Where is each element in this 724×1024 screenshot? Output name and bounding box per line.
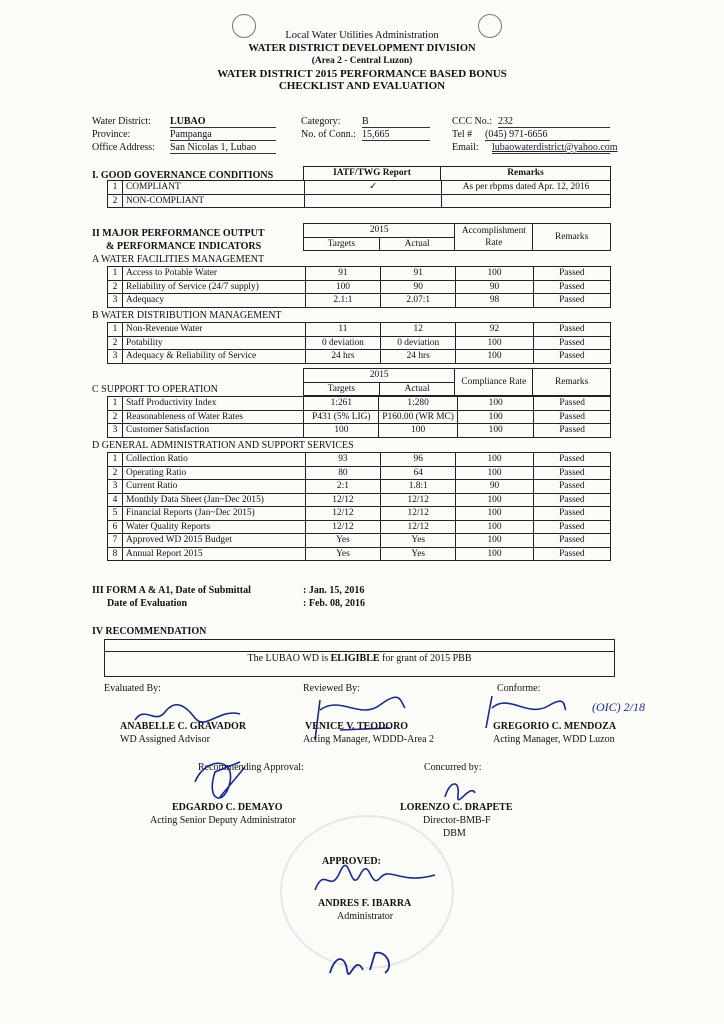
recommendation-text <box>105 653 614 664</box>
row-label: Annual Report 2015 <box>123 547 306 561</box>
table-row <box>108 323 611 337</box>
row-target: 100 <box>305 280 380 294</box>
row-remarks: Passed <box>533 466 610 480</box>
group-a-table <box>107 266 611 308</box>
row-number: 5 <box>108 507 123 521</box>
table-row <box>108 466 611 480</box>
initials-mark <box>325 945 415 980</box>
group-c-table <box>107 396 611 438</box>
row-label: NON-COMPLIANT <box>123 194 305 208</box>
table-row <box>108 547 611 561</box>
row-number: 3 <box>108 350 123 364</box>
evaluated-by-label: Evaluated By: <box>104 683 161 694</box>
doc-title-1: WATER DISTRICT 2015 PERFORMANCE BASED BONUS <box>217 67 507 80</box>
row-actual: 12/12 <box>381 507 456 521</box>
signatory-4-name: EDGARDO C. DEMAYO <box>172 802 283 813</box>
ccc-value: 232 <box>498 116 610 128</box>
group-d-title: D GENERAL ADMINISTRATION AND SUPPORT SERVICES <box>92 440 354 451</box>
eligibility-status: ELIGIBLE <box>330 653 380 664</box>
row-rate: 100 <box>456 493 533 507</box>
table-row <box>108 507 611 521</box>
row-number: 4 <box>108 493 123 507</box>
row-rate: 100 <box>456 520 533 534</box>
signature-ibarra <box>310 860 440 900</box>
row-label: Non-Revenue Water <box>123 323 306 337</box>
group-c-title: C SUPPORT TO OPERATION <box>92 384 218 395</box>
row-remarks: Passed <box>534 424 611 438</box>
row-number: 1 <box>108 323 123 337</box>
row-number: 2 <box>108 194 123 208</box>
table-row <box>108 294 611 308</box>
row-number: 6 <box>108 520 123 534</box>
group-d-table <box>107 452 611 561</box>
col-iatf-report: IATF/TWG Report <box>304 167 441 181</box>
connections-value: 15,665 <box>362 129 430 141</box>
concurred-by-label: Concurred by: <box>424 762 482 773</box>
doc-title-2: CHECKLIST AND EVALUATION <box>278 80 446 92</box>
checkmark-icon: ✓ <box>305 181 442 195</box>
row-rate: 100 <box>456 547 533 561</box>
row-target: 12/12 <box>305 507 380 521</box>
rec-text-pre: The LUBAO WD is <box>247 653 331 664</box>
signatory-2-title: Acting Manager, WDDD-Area 2 <box>303 734 435 745</box>
row-actual: 1:280 <box>379 397 458 411</box>
reviewed-by-label: Reviewed By: <box>303 683 360 694</box>
row-actual: 0 deviation <box>381 336 456 350</box>
row-actual: 96 <box>381 453 456 467</box>
row-remarks: Passed <box>534 410 611 424</box>
division-name: WATER DISTRICT DEVELOPMENT DIVISION <box>248 42 476 54</box>
row-actual: Yes <box>381 547 456 561</box>
row-number: 2 <box>108 280 123 294</box>
row-number: 3 <box>108 294 123 308</box>
handwritten-note: (OIC) 2/18 <box>592 700 645 714</box>
row-number: 3 <box>108 424 123 438</box>
row-rate: 98 <box>456 294 533 308</box>
province-value: Pampanga <box>170 129 276 141</box>
email-label: Email: <box>452 142 479 153</box>
row-remarks: Passed <box>534 397 611 411</box>
row-actual: 1.8:1 <box>381 480 456 494</box>
row-remarks: Passed <box>533 493 610 507</box>
row-label: Customer Satisfaction <box>122 424 303 438</box>
table-row <box>108 397 611 411</box>
row-rate: 92 <box>456 323 533 337</box>
row-target: 80 <box>305 466 380 480</box>
evaluation-date: : Feb. 08, 2016 <box>303 598 365 609</box>
signatory-3-name: GREGORIO C. MENDOZA <box>493 721 617 732</box>
col-targets: Targets <box>304 237 380 251</box>
table-row <box>108 520 611 534</box>
row-number: 2 <box>108 336 123 350</box>
row-rate: 100 <box>456 336 533 350</box>
col-remarks: Remarks <box>441 167 611 181</box>
row-remarks: Passed <box>533 294 610 308</box>
row-label: COMPLIANT <box>123 181 305 195</box>
signatory-6-name: ANDRES F. IBARRA <box>318 898 412 909</box>
row-remarks: Passed <box>533 280 610 294</box>
signatory-1-name: ANABELLE C. GRAVADOR <box>120 721 247 732</box>
row-remarks: Passed <box>533 453 610 467</box>
row-rate: 100 <box>456 507 533 521</box>
table-row <box>108 493 611 507</box>
recommendation-title: IV RECOMMENDATION <box>92 626 207 637</box>
row-rate: 90 <box>456 280 533 294</box>
year-header: 2015 <box>304 224 455 238</box>
col-compliance-rate: Compliance Rate <box>455 369 533 396</box>
area-name: (Area 2 - Central Luzon) <box>311 56 413 66</box>
province-label: Province: <box>92 129 131 140</box>
signatory-5-name: LORENZO C. DRAPETE <box>400 802 513 813</box>
col-rate-label-2: Rate <box>485 238 503 248</box>
row-remarks: Passed <box>533 507 610 521</box>
section-performance-subtitle: & PERFORMANCE INDICATORS <box>106 241 262 252</box>
table-row <box>108 453 611 467</box>
row-target: 11 <box>305 323 380 337</box>
group-b-title: B WATER DISTRIBUTION MANAGEMENT <box>92 310 282 321</box>
tel-label: Tel # <box>452 129 473 140</box>
col-remarks: Remarks <box>533 224 611 251</box>
wd-value: LUBAO <box>170 116 276 128</box>
row-target: 100 <box>304 424 379 438</box>
row-remarks: As per rbpms dated Apr. 12, 2016 <box>442 181 611 195</box>
row-target: 93 <box>305 453 380 467</box>
row-target: 12/12 <box>305 493 380 507</box>
tel-value: (045) 971-6656 <box>485 129 610 141</box>
row-number: 1 <box>108 181 123 195</box>
row-number: 1 <box>108 453 123 467</box>
address-label: Office Address: <box>92 142 155 153</box>
row-remarks: Passed <box>533 480 610 494</box>
signature-drapete <box>440 775 480 805</box>
row-actual: P160.00 (WR MC) <box>379 410 458 424</box>
group-a-title: A WATER FACILITIES MANAGEMENT <box>92 254 265 265</box>
row-label: Current Ratio <box>123 480 306 494</box>
row-target: Yes <box>305 534 380 548</box>
section-governance-title: I. GOOD GOVERNANCE CONDITIONS <box>92 170 274 181</box>
row-number: 2 <box>108 466 123 480</box>
conforme-label: Conforme: <box>497 683 541 694</box>
row-target: 0 deviation <box>305 336 380 350</box>
row-number: 3 <box>108 480 123 494</box>
signatory-4-title: Acting Senior Deputy Administrator <box>150 815 296 826</box>
recommending-approval-label: Recommending Approval: <box>198 762 304 773</box>
connections-label: No. of Conn.: <box>301 129 356 140</box>
row-label: Reasonableness of Water Rates <box>122 410 303 424</box>
table-row <box>108 194 611 208</box>
document-header <box>0 30 724 93</box>
signature-demayo <box>185 752 255 807</box>
row-remarks <box>442 194 611 208</box>
row-actual: 90 <box>381 280 456 294</box>
row-remarks: Passed <box>533 547 610 561</box>
row-target: 12/12 <box>305 520 380 534</box>
row-label: Potability <box>123 336 306 350</box>
row-actual: 100 <box>379 424 458 438</box>
signatory-6-title: Administrator <box>337 911 394 922</box>
support-header <box>303 368 611 396</box>
table-row <box>108 267 611 281</box>
row-label: Financial Reports (Jan~Dec 2015) <box>123 507 306 521</box>
col-rate-label-1: Accomplishment <box>461 226 526 236</box>
row-actual: Yes <box>381 534 456 548</box>
table-row <box>108 181 611 195</box>
row-actual: 12/12 <box>381 520 456 534</box>
governance-table <box>107 166 611 181</box>
table-row <box>108 424 611 438</box>
row-rate: 100 <box>456 350 533 364</box>
row-label: Access to Potable Water <box>123 267 306 281</box>
row-target: Yes <box>305 547 380 561</box>
approved-label: APPROVED: <box>322 856 381 867</box>
table-row <box>108 336 611 350</box>
row-remarks: Passed <box>533 336 610 350</box>
ccc-label: CCC No.: <box>452 116 493 127</box>
submittal-date: : Jan. 15, 2016 <box>303 585 365 596</box>
row-target: P431 (5% LIG) <box>304 410 379 424</box>
row-remarks: Passed <box>533 267 610 281</box>
row-target: 2.1:1 <box>305 294 380 308</box>
row-remarks: Passed <box>533 350 610 364</box>
row-label: Reliability of Service (24/7 supply) <box>123 280 306 294</box>
evaluation-date-label: Date of Evaluation <box>107 598 187 609</box>
row-rate: 90 <box>456 480 533 494</box>
row-target: 2:1 <box>305 480 380 494</box>
signatory-2-name: VENICE V. TEODORO <box>305 721 409 732</box>
col-actual: Actual <box>379 382 455 396</box>
row-remarks: Passed <box>533 534 610 548</box>
signatory-3-title: Acting Manager, WDD Luzon <box>493 734 615 745</box>
signatory-1-title: WD Assigned Advisor <box>120 734 210 745</box>
row-rate: 100 <box>456 534 533 548</box>
signatory-5-title-2: DBM <box>443 828 466 839</box>
governance-rows <box>107 180 611 208</box>
row-rate: 100 <box>456 453 533 467</box>
table-row <box>108 534 611 548</box>
row-target: 91 <box>305 267 380 281</box>
row-rate: 100 <box>456 267 533 281</box>
row-actual: 91 <box>381 267 456 281</box>
year-header: 2015 <box>304 369 455 383</box>
row-number: 7 <box>108 534 123 548</box>
row-number: 8 <box>108 547 123 561</box>
row-number: 2 <box>108 410 123 424</box>
col-targets: Targets <box>304 382 380 396</box>
col-accomplishment <box>455 224 533 251</box>
row-rate: 100 <box>457 397 533 411</box>
row-remarks: Passed <box>533 323 610 337</box>
row-number: 1 <box>108 397 123 411</box>
row-label: Operating Ratio <box>123 466 306 480</box>
col-remarks: Remarks <box>533 369 611 396</box>
table-row <box>108 410 611 424</box>
table-row <box>108 480 611 494</box>
section-performance-title: II MAJOR PERFORMANCE OUTPUT <box>92 228 265 239</box>
row-actual: 12/12 <box>381 493 456 507</box>
row-target: 24 hrs <box>305 350 380 364</box>
row-label: Adequacy <box>123 294 306 308</box>
table-row <box>108 350 611 364</box>
row-actual: 24 hrs <box>381 350 456 364</box>
signatory-5-title-1: Director-BMB-F <box>423 815 491 826</box>
address-value: San Nicolas 1, Lubao <box>170 142 276 154</box>
row-label: Collection Ratio <box>123 453 306 467</box>
row-rate: 100 <box>457 424 533 438</box>
rec-text-post: for grant of 2015 PBB <box>379 653 472 664</box>
performance-header <box>303 223 611 251</box>
col-actual: Actual <box>379 237 455 251</box>
row-report <box>305 194 442 208</box>
category-value: B <box>362 116 430 128</box>
row-label: Monthly Data Sheet (Jan~Dec 2015) <box>123 493 306 507</box>
row-label: Water Quality Reports <box>123 520 306 534</box>
row-rate: 100 <box>456 466 533 480</box>
table-row <box>108 280 611 294</box>
wd-label: Water District: <box>92 116 151 127</box>
divider <box>105 651 614 652</box>
form-submittal-label: III FORM A & A1, Date of Submittal <box>92 585 251 596</box>
row-label: Adequacy & Reliability of Service <box>123 350 306 364</box>
row-actual: 2.07:1 <box>381 294 456 308</box>
row-target: 1:261 <box>304 397 379 411</box>
category-label: Category: <box>301 116 341 127</box>
row-number: 1 <box>108 267 123 281</box>
agency-name: Local Water Utilities Administration <box>285 30 439 41</box>
recommendation-box <box>104 639 615 677</box>
row-rate: 100 <box>457 410 533 424</box>
group-b-table <box>107 322 611 364</box>
email-value[interactable]: lubaowaterdistrict@yahoo.com <box>492 142 618 153</box>
row-label: Approved WD 2015 Budget <box>123 534 306 548</box>
row-remarks: Passed <box>533 520 610 534</box>
row-actual: 64 <box>381 466 456 480</box>
row-label: Staff Productivity Index <box>122 397 303 411</box>
row-actual: 12 <box>381 323 456 337</box>
